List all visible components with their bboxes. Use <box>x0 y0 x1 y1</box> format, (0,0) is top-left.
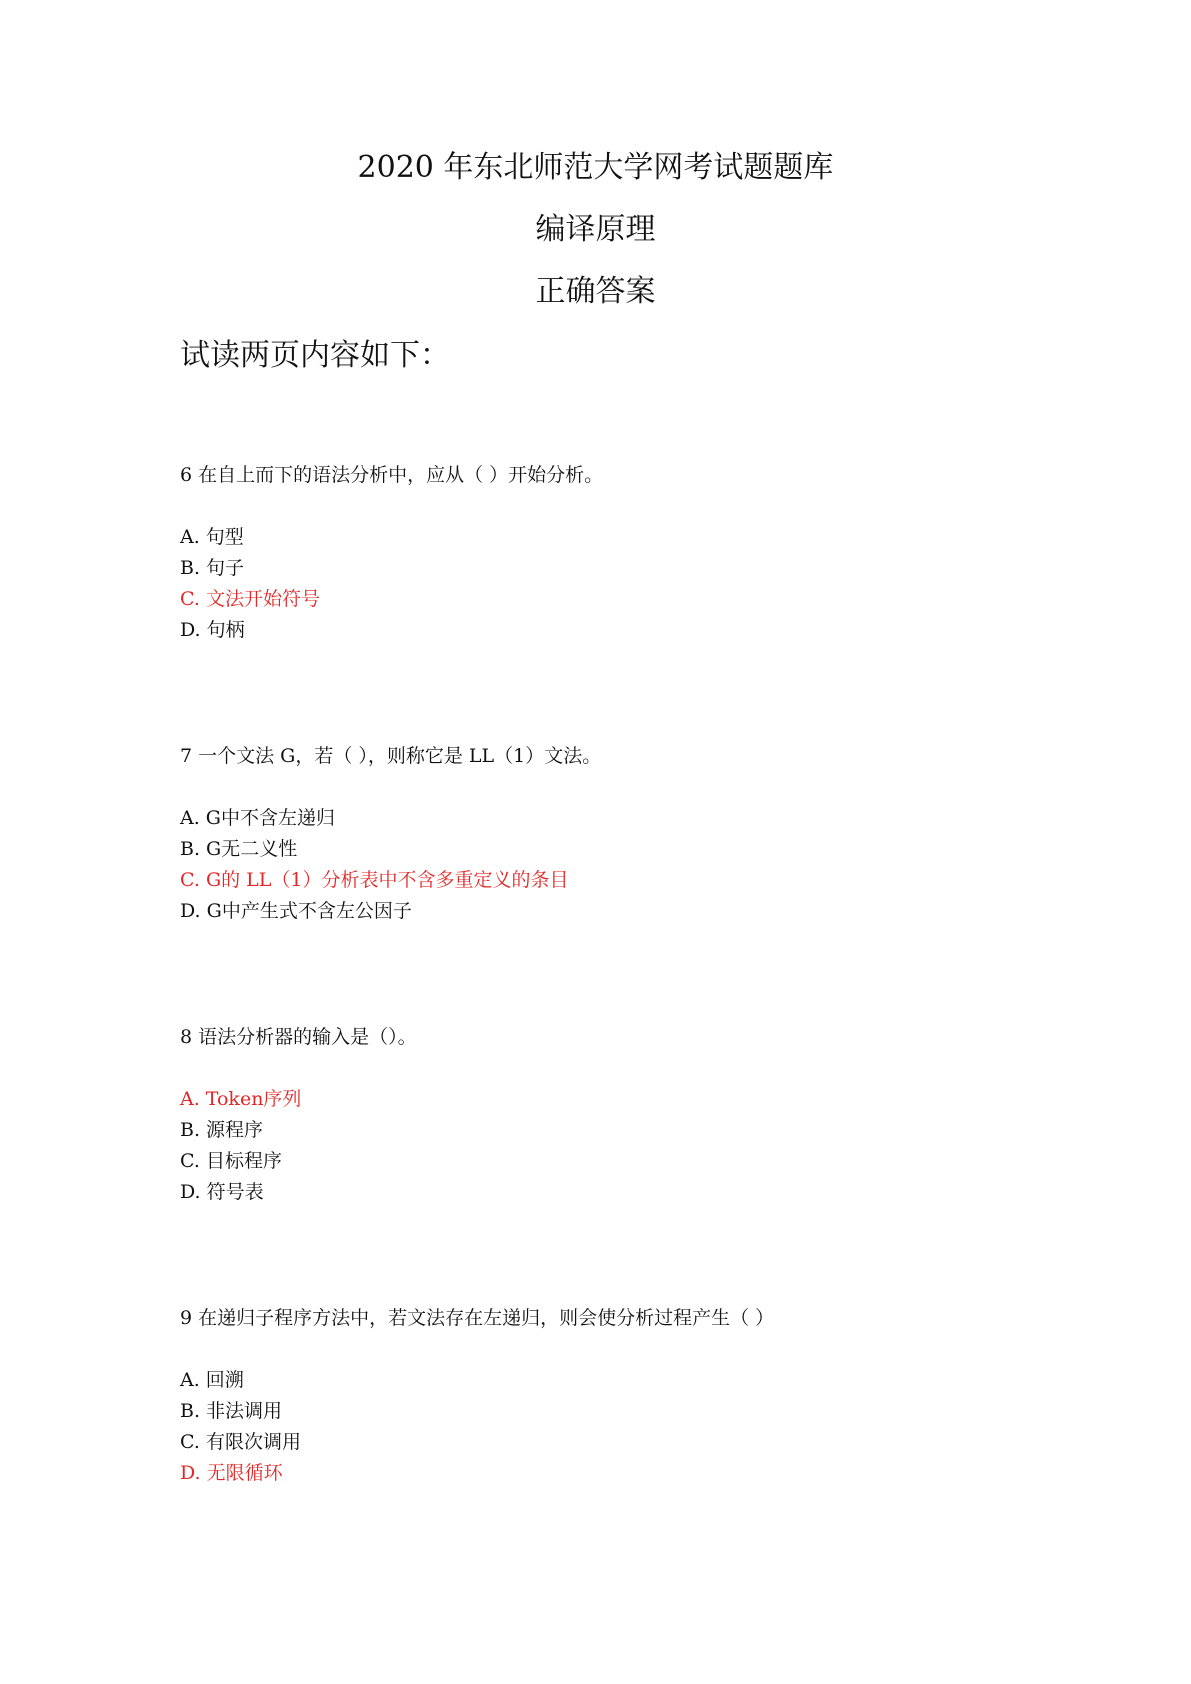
option-c: C. 目标程序 <box>180 1150 282 1172</box>
preview-subheading: 试读两页内容如下： <box>180 338 450 373</box>
option-b: B. 源程序 <box>180 1119 264 1141</box>
option-c: C. 有限次调用 <box>180 1431 301 1453</box>
question-9 <box>180 1305 1080 1489</box>
question-8 <box>180 1024 1080 1208</box>
question-stem: 6 在自上而下的语法分析中，应从（ ）开始分析。 <box>180 464 604 486</box>
option-list <box>180 522 1080 646</box>
question-stem: 9 在递归子程序方法中，若文法存在左递归，则会使分析过程产生（ ） <box>180 1307 775 1329</box>
option-list <box>180 1084 1080 1208</box>
option-d-correct: D. 无限循环 <box>180 1462 283 1484</box>
option-b: B. 句子 <box>180 557 245 579</box>
question-6 <box>180 462 1080 646</box>
option-list <box>180 803 1080 927</box>
option-a: A. 句型 <box>180 526 244 548</box>
option-list <box>180 1365 1080 1489</box>
option-c-correct: C. G的 LL（1）分析表中不含多重定义的条目 <box>180 869 569 891</box>
document-title-line-1: 2020 年东北师范大学网考试题题库 <box>357 150 834 185</box>
document-title-line-2: 编译原理 <box>535 212 656 247</box>
document-title-line-3: 正确答案 <box>535 274 656 309</box>
option-b: B. G无二义性 <box>180 838 298 860</box>
question-7 <box>180 743 1080 927</box>
option-a: A. 回溯 <box>180 1369 244 1391</box>
option-c-correct: C. 文法开始符号 <box>180 588 320 610</box>
question-stem: 7 一个文法 G，若（ ），则称它是 LL（1）文法。 <box>180 745 602 767</box>
option-d: D. 句柄 <box>180 619 245 641</box>
option-d: D. 符号表 <box>180 1181 264 1203</box>
option-a-correct: A. Token序列 <box>180 1088 302 1110</box>
option-d: D. G中产生式不含左公因子 <box>180 900 412 922</box>
question-stem: 8 语法分析器的输入是（）。 <box>180 1026 417 1048</box>
option-b: B. 非法调用 <box>180 1400 283 1422</box>
option-a: A. G中不含左递归 <box>180 807 335 829</box>
